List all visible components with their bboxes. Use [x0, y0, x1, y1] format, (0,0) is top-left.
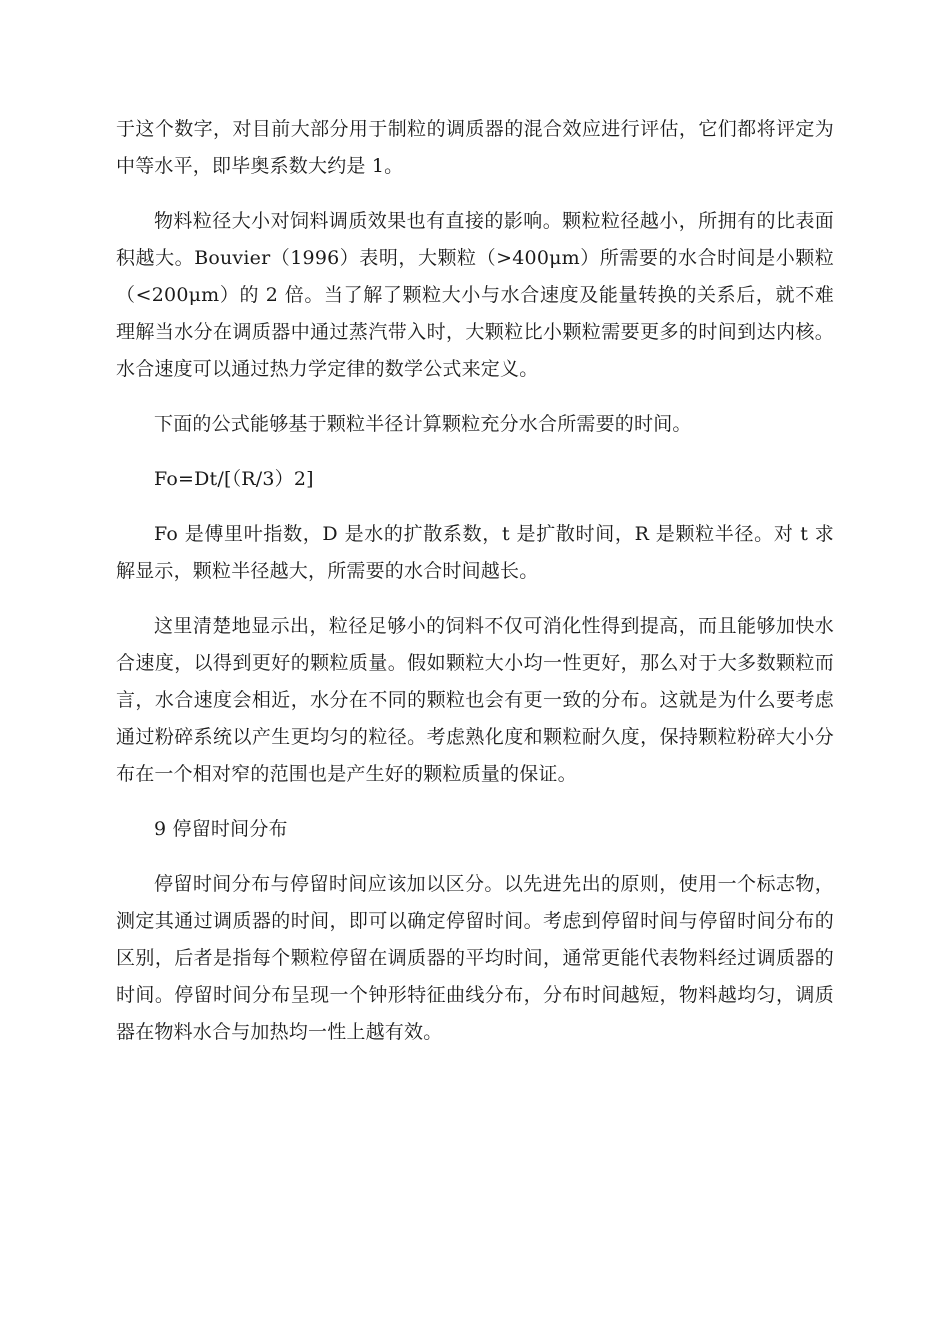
paragraph-biot-number: 于这个数字，对目前大部分用于制粒的调质器的混合效应进行评估，它们都将评定为中等水平，即毕奥系数大约是 1。: [116, 118, 834, 177]
paragraph-formula: Fo=Dt/[（R/3）2]: [154, 468, 314, 490]
paragraph-formula-explanation: Fo 是傅里叶指数，D 是水的扩散系数，t 是扩散时间，R 是颗粒半径。对 t 求解显示，颗粒半径越大，所需要的水合时间越长。: [116, 523, 834, 582]
document-body: [116, 111, 834, 1069]
section-heading-residence-time: 9 停留时间分布: [154, 818, 288, 840]
paragraph-particle-size: 物料粒径大小对饲料调质效果也有直接的影响。颗粒粒径越小，所拥有的比表面积越大。Bouvier（1996）表明，大颗粒（>400μm）所需要的水合时间是小颗粒（<200μm）的 2 倍。当了解了颗粒大小与水合速度及能量转换的关系后，就不难理解当水分在调质器中通过蒸汽带入时，大颗粒比小颗粒需要更多的时间到达内核。水合速度可以通过热力学定律的数学公式来定义。: [116, 210, 834, 380]
paragraph-particle-quality: 这里清楚地显示出，粒径足够小的饲料不仅可消化性得到提高，而且能够加快水合速度，以得到更好的颗粒质量。假如颗粒大小均一性更好，那么对于大多数颗粒而言，水合速度会相近，水分在不同的颗粒也会有更一致的分布。这就是为什么要考虑通过粉碎系统以产生更均匀的粒径。考虑熟化度和颗粒耐久度，保持颗粒粉碎大小分布在一个相对窄的范围也是产生好的颗粒质量的保证。: [116, 615, 834, 785]
paragraph-residence-time: 停留时间分布与停留时间应该加以区分。以先进先出的原则，使用一个标志物，测定其通过调质器的时间，即可以确定停留时间。考虑到停留时间与停留时间分布的区别，后者是指每个颗粒停留在调质器的平均时间，通常更能代表物料经过调质器的时间。停留时间分布呈现一个钟形特征曲线分布，分布时间越短，物料越均匀，调质器在物料水合与加热均一性上越有效。: [116, 873, 834, 1043]
paragraph-formula-intro: 下面的公式能够基于颗粒半径计算颗粒充分水合所需要的时间。: [154, 413, 692, 435]
